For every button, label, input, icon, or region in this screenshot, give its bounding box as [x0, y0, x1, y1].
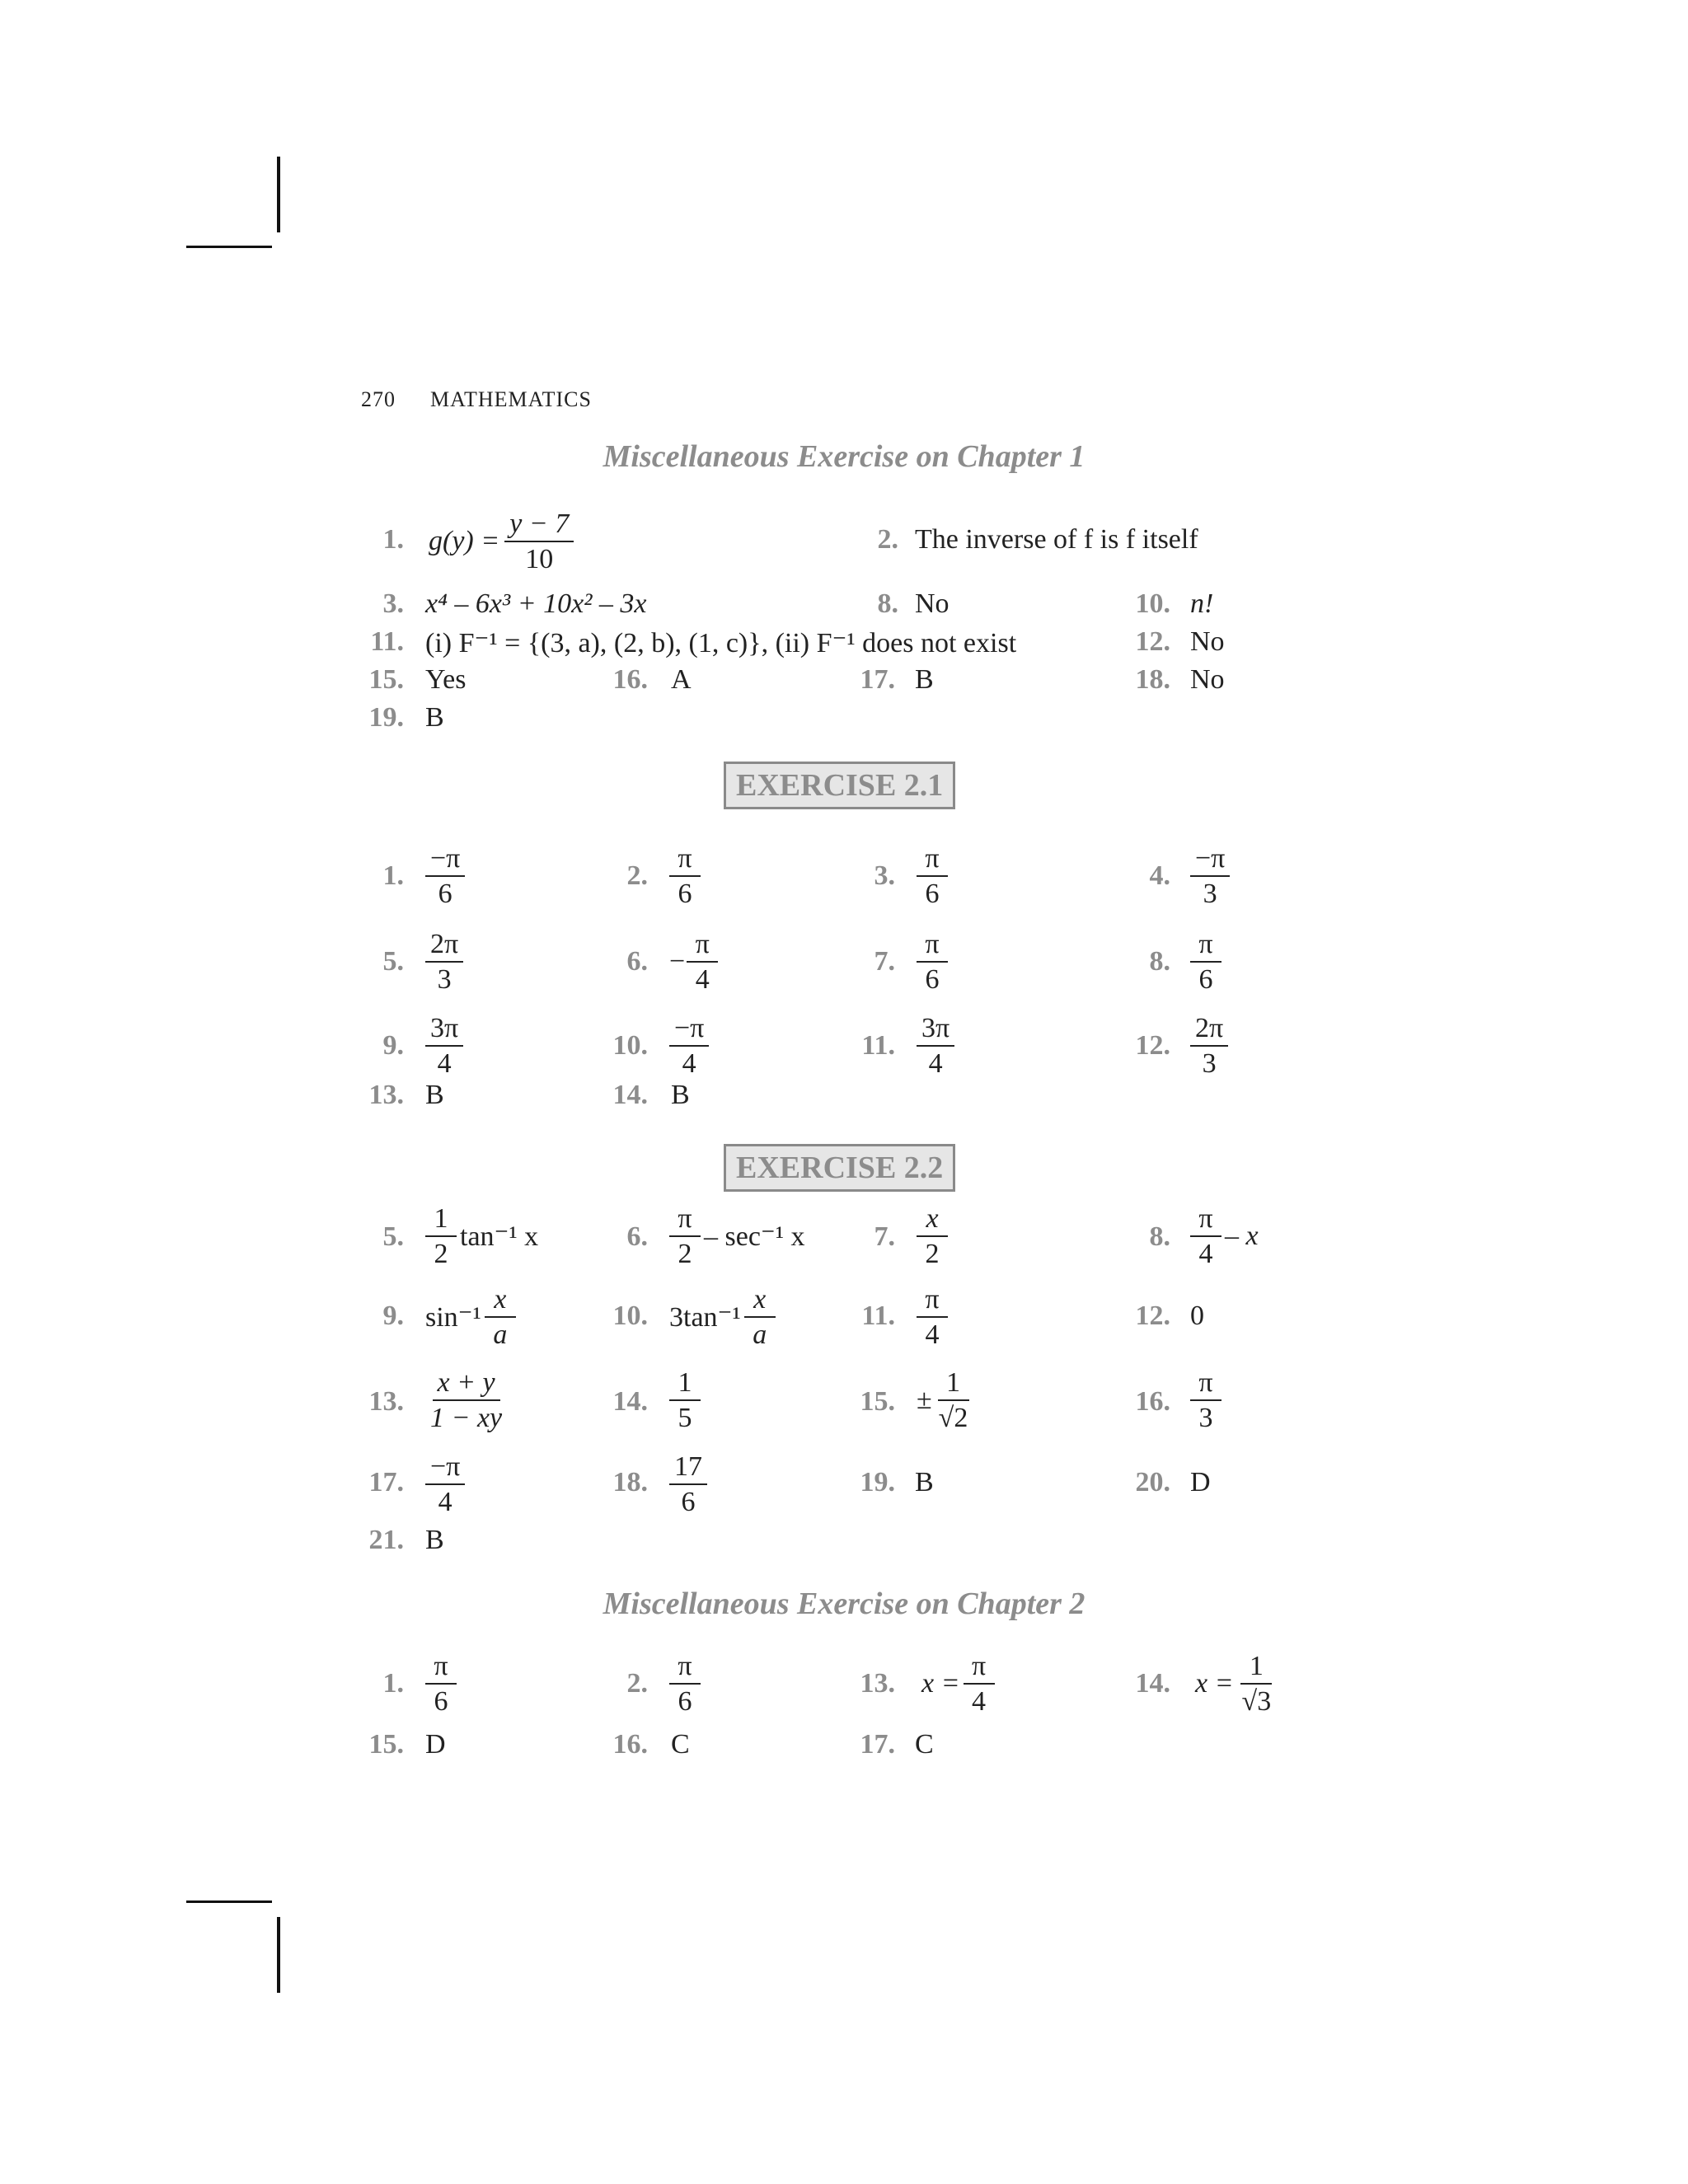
inverse-tan-term: tan⁻¹ x	[460, 1221, 539, 1252]
running-title: MATHEMATICS	[430, 387, 592, 411]
answer-number: 1.	[382, 1668, 404, 1699]
answer-number: 17.	[860, 664, 895, 695]
answer-15: Yes	[425, 664, 467, 695]
minus-sign: −	[669, 946, 686, 977]
fraction: $\frac{1}{2}$	[425, 1203, 457, 1270]
answer-2	[669, 1647, 701, 1721]
answer-fraction	[669, 925, 718, 999]
x-equals: x =	[1195, 1668, 1234, 1699]
answer-number: 12.	[1135, 626, 1170, 657]
answer-number: 14.	[612, 1080, 648, 1110]
answer-5	[425, 1199, 538, 1273]
answer-number: 19.	[860, 1467, 895, 1497]
answer-number: 4.	[1149, 860, 1170, 891]
answer-11	[917, 1280, 948, 1354]
answer-fraction	[917, 925, 948, 999]
answer-fraction	[425, 925, 463, 999]
fraction: $\frac{\pi}{3}$	[1190, 1367, 1221, 1434]
answer-15: D	[425, 1729, 446, 1760]
fraction: $\frac{-\pi}{6}$	[425, 843, 465, 910]
answer-number: 14.	[1135, 1668, 1170, 1699]
fraction: $\frac{-\pi}{4}$	[425, 1451, 465, 1518]
answer-14: B	[671, 1080, 690, 1110]
answer-number: 1.	[382, 860, 404, 891]
answer-17: B	[915, 664, 934, 695]
answer-15	[917, 1363, 973, 1437]
inverse-sec-term: – sec⁻¹ x	[704, 1221, 805, 1252]
answer-fraction	[1190, 1009, 1228, 1083]
answer-14	[1195, 1647, 1276, 1721]
answer-3: x⁴ – 6x³ + 10x² – 3x	[425, 588, 647, 619]
answer-19: B	[915, 1467, 934, 1497]
answer-number: 12.	[1135, 1301, 1170, 1331]
answer-number: 5.	[382, 946, 404, 977]
answer-13	[921, 1647, 995, 1721]
answer-2: The inverse of f is f itself	[915, 524, 1198, 555]
answer-number: 10.	[612, 1030, 648, 1061]
section-title-misc-ch1: Miscellaneous Exercise on Chapter 1	[603, 439, 1085, 474]
answer-17	[425, 1447, 465, 1521]
plus-minus-sign: ±	[917, 1385, 932, 1415]
fraction: $\frac{-\pi}{4}$	[669, 1013, 709, 1080]
fraction: $\frac{\pi}{6}$	[669, 843, 701, 910]
exercise-2-2-heading: EXERCISE 2.2	[724, 1144, 955, 1192]
fraction: $\frac{\pi}{4}$	[687, 929, 718, 996]
answer-fraction	[425, 839, 465, 913]
fraction: $\frac{\pi}{6}$	[917, 843, 948, 910]
answer-number: 15.	[368, 1729, 404, 1760]
fraction: $\frac{2\pi}{3}$	[1190, 1013, 1228, 1080]
fraction: $\frac{1}{√2}$	[938, 1366, 968, 1433]
answer-number: 9.	[382, 1030, 404, 1061]
answer-13: B	[425, 1080, 444, 1110]
answer-21: B	[425, 1525, 444, 1555]
answer-number: 6.	[626, 946, 648, 977]
answer-number: 17.	[368, 1467, 404, 1497]
answer-11: (i) F⁻¹ = {(3, a), (2, b), (1, c)}, (ii) F⁻¹ does not exist	[425, 628, 1017, 658]
answer-number: 12.	[1135, 1030, 1170, 1061]
fraction: $\frac{x}{2}$	[917, 1203, 948, 1270]
answer-number: 10.	[1135, 588, 1170, 619]
crop-mark-top-horizontal	[186, 246, 272, 248]
answer-number: 15.	[860, 1386, 895, 1417]
answer-12: 0	[1190, 1301, 1204, 1331]
answer-number: 7.	[874, 1221, 895, 1252]
inverse-tan-prefix: 3tan⁻¹	[669, 1302, 741, 1333]
fraction: $\frac{1}{√3}$	[1241, 1650, 1272, 1717]
fraction: $\frac{\pi}{6}$	[1190, 929, 1221, 996]
answer-number: 9.	[382, 1301, 404, 1331]
answer-12: No	[1190, 626, 1225, 657]
answer-number: 15.	[368, 664, 404, 695]
function-label: g(y) =	[429, 526, 500, 556]
fraction: $\frac{\pi}{4}$	[1190, 1203, 1221, 1270]
page-number: 270	[361, 387, 396, 411]
answer-number: 8.	[1149, 1221, 1170, 1252]
fraction: $\frac{y - 7}{10}$	[504, 509, 574, 575]
answer-number: 17.	[860, 1729, 895, 1760]
answer-18: No	[1190, 664, 1225, 695]
answer-fraction	[669, 1009, 709, 1083]
answer-number: 11.	[861, 1030, 895, 1061]
answer-fraction	[425, 1009, 463, 1083]
answer-7	[917, 1199, 948, 1273]
answer-number: 13.	[368, 1386, 404, 1417]
exercise-2-1-heading: EXERCISE 2.1	[724, 762, 955, 809]
answer-number: 8.	[877, 588, 898, 619]
answer-number: 16.	[612, 1729, 648, 1760]
fraction: $\frac{3\pi}{4}$	[917, 1013, 954, 1080]
answer-13	[425, 1363, 507, 1437]
answer-8	[1190, 1199, 1259, 1273]
answer-number: 6.	[626, 1221, 648, 1252]
answer-number: 20.	[1135, 1467, 1170, 1497]
answer-number: 11.	[370, 626, 404, 657]
answer-17: C	[915, 1729, 934, 1760]
answer-fraction	[1190, 839, 1230, 913]
answer-number: 10.	[612, 1301, 648, 1331]
fraction: $\frac{3\pi}{4}$	[425, 1013, 463, 1080]
answer-number: 13.	[368, 1080, 404, 1110]
answer-number: 19.	[368, 702, 404, 733]
fraction: $\frac{1}{5}$	[669, 1367, 701, 1434]
answer-number: 18.	[1135, 664, 1170, 695]
answer-number: 5.	[382, 1221, 404, 1252]
answer-number: 16.	[612, 664, 648, 695]
minus-x-term: – x	[1225, 1221, 1259, 1251]
answer-fraction	[669, 839, 701, 913]
answer-number: 2.	[877, 524, 898, 555]
fraction: $\frac{\pi}{4}$	[964, 1651, 995, 1718]
answer-18	[669, 1447, 707, 1521]
crop-mark-top-vertical	[277, 157, 280, 232]
answer-number: 2.	[626, 860, 648, 891]
answer-9	[425, 1280, 516, 1354]
answer-19: B	[425, 702, 444, 733]
answer-10	[669, 1280, 776, 1354]
answer-fraction	[917, 839, 948, 913]
fraction: $\frac{\pi}{6}$	[425, 1651, 457, 1718]
crop-mark-bottom-vertical	[277, 1917, 280, 1993]
answer-1	[425, 1647, 457, 1721]
answer-16: A	[671, 664, 692, 695]
inverse-sin-prefix: sin⁻¹	[425, 1302, 481, 1333]
fraction: $\frac{x + y}{1 - xy}$	[430, 1366, 503, 1433]
fraction: $\frac{\pi}{2}$	[669, 1203, 701, 1270]
answer-number: 3.	[874, 860, 895, 891]
x-equals: x =	[921, 1668, 960, 1699]
fraction: $\frac{\pi}{4}$	[917, 1284, 948, 1351]
answer-16: C	[671, 1729, 690, 1760]
answer-number: 18.	[612, 1467, 648, 1497]
answer-14	[669, 1363, 701, 1437]
answer-number: 21.	[368, 1525, 404, 1555]
fraction: $\frac{\pi}{6}$	[669, 1651, 701, 1718]
answer-number: 2.	[626, 1668, 648, 1699]
answer-number: 14.	[612, 1386, 648, 1417]
answer-number: 3.	[382, 588, 404, 619]
answer-6	[669, 1199, 805, 1273]
answer-10: n!	[1190, 588, 1214, 619]
answer-8: No	[915, 588, 950, 619]
fraction: $\frac{x}{a}$	[485, 1284, 516, 1351]
answer-1	[429, 504, 574, 579]
answer-number: 16.	[1135, 1386, 1170, 1417]
fraction: $\frac{17}{6}$	[669, 1451, 707, 1518]
crop-mark-bottom-horizontal	[186, 1900, 272, 1903]
answer-20: D	[1190, 1467, 1211, 1497]
answer-fraction	[1190, 925, 1221, 999]
answer-number: 8.	[1149, 946, 1170, 977]
fraction: $\frac{-\pi}{3}$	[1190, 843, 1230, 910]
fraction: $\frac{x}{a}$	[744, 1284, 776, 1351]
fraction: $\frac{2\pi}{3}$	[425, 929, 463, 996]
answer-number: 13.	[860, 1668, 895, 1699]
answer-16	[1190, 1363, 1221, 1437]
fraction: $\frac{\pi}{6}$	[917, 929, 948, 996]
section-title-misc-ch2: Miscellaneous Exercise on Chapter 2	[603, 1586, 1085, 1621]
answer-number: 7.	[874, 946, 895, 977]
answer-number: 11.	[861, 1301, 895, 1331]
answer-fraction	[917, 1009, 954, 1083]
answer-number: 1.	[382, 524, 404, 555]
